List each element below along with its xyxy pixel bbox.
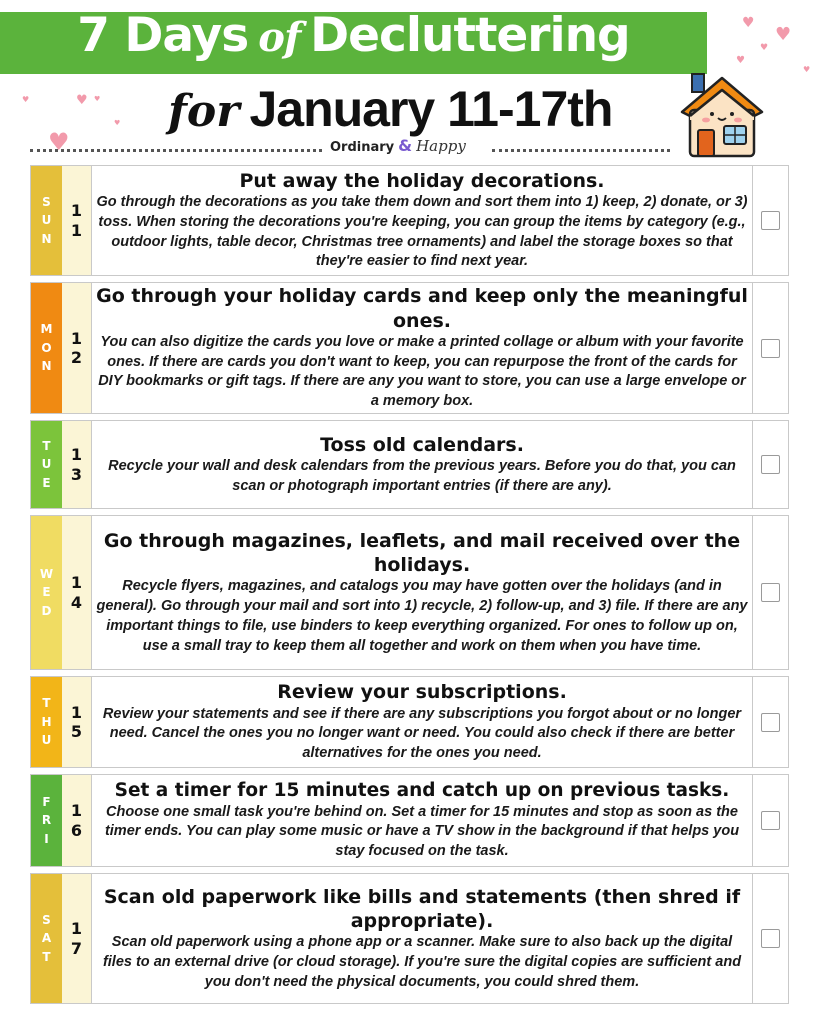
task-content	[92, 421, 752, 508]
heart-icon: ♥	[742, 15, 755, 31]
title-part1: 7 Days	[77, 8, 249, 63]
day-letter: A	[41, 931, 52, 946]
page-title	[0, 8, 707, 80]
day-letter: E	[42, 475, 51, 490]
house-icon	[674, 68, 770, 164]
date-label	[62, 516, 92, 669]
task-description: Scan old paperwork using a phone app or a scanner. Make sure to also back up the digital files to an external drive (or cloud storage). If you're sure the digital copies are sufficient and you don't need the physical documents, you could shred them.	[102, 934, 742, 990]
day-letter: W	[39, 566, 54, 581]
day-letter: T	[42, 949, 51, 964]
date-digit: 1	[70, 801, 83, 821]
task-row-thu	[30, 676, 789, 768]
brand-word-happy: Happy	[416, 137, 466, 155]
task-content	[92, 166, 752, 275]
task-checkbox[interactable]	[761, 929, 780, 948]
checkbox-cell	[752, 874, 788, 1003]
checkbox-cell	[752, 283, 788, 413]
task-title: Go through your holiday cards and keep only the meaningful ones.	[96, 285, 748, 332]
checkbox-cell	[752, 677, 788, 767]
date-digit: 1	[70, 445, 83, 465]
task-title: Toss old calendars.	[320, 433, 524, 456]
checkbox-cell	[752, 166, 788, 275]
day-letter: D	[41, 603, 52, 618]
date-digit: 1	[70, 573, 83, 593]
day-letter: U	[41, 457, 52, 472]
task-row-tue	[30, 420, 789, 509]
date-label	[62, 283, 92, 413]
day-label-tue	[31, 421, 62, 508]
day-letter: R	[41, 813, 52, 828]
task-checkbox[interactable]	[761, 811, 780, 830]
task-content	[92, 874, 752, 1003]
heart-icon: ♥	[48, 128, 70, 156]
heart-icon: ♥	[803, 65, 811, 74]
day-letter: S	[42, 912, 51, 927]
day-letter: N	[41, 231, 52, 246]
checkbox-cell	[752, 775, 788, 866]
heart-icon: ♥	[760, 43, 769, 53]
date-digit: 3	[70, 464, 83, 484]
task-checkbox[interactable]	[761, 211, 780, 230]
day-label-fri	[31, 775, 62, 866]
task-row-wed	[30, 515, 789, 670]
date-label	[62, 775, 92, 866]
heart-icon: ♥	[22, 95, 30, 104]
date-digit: 5	[70, 722, 83, 741]
task-description: Choose one small task you're behind on. Set a timer for 15 minutes and stop as soon as the timer ends. You can play some music or have a TV show in the background if that helps you stay focused on the task.	[104, 803, 740, 860]
task-checkbox[interactable]	[761, 455, 780, 474]
task-row-mon	[30, 282, 789, 414]
checkbox-cell	[752, 516, 788, 669]
date-digit: 4	[70, 592, 83, 612]
checkbox-cell	[752, 421, 788, 508]
heart-icon: ♥	[736, 55, 745, 66]
day-label-sat	[31, 874, 62, 1003]
day-letter: T	[42, 696, 51, 711]
date-digit: 6	[70, 820, 83, 840]
subtitle-dates: January 11-17th	[249, 81, 613, 137]
brand-ampersand: &	[398, 136, 413, 155]
day-letter: N	[41, 359, 52, 374]
day-letter: H	[41, 714, 52, 729]
dotted-divider-right	[492, 149, 670, 152]
task-description: Recycle your wall and desk calendars from the previous years. Before you do that, you can scan or photograph important entries (if there are any).	[108, 457, 736, 494]
heart-icon: ♥	[114, 119, 121, 127]
task-description: Recycle flyers, magazines, and catalogs you may have gotten over the holidays (and in general). Go through your mail and sort into 1) recycle, 2) follow-up, and 3) file. If there are any important things to file, use binders to keep everything organized. For ones to follow up on, use a small tray to keep them all together and work on them when you have time.	[96, 578, 748, 654]
day-label-sun	[31, 166, 62, 275]
task-row-sun	[30, 165, 789, 276]
date-label	[62, 421, 92, 508]
subtitle-for: for	[168, 86, 240, 137]
task-description: Review your statements and see if there are any subscriptions you forgot about or no longer need. Cancel the ones you no longer want or need. You could also check if there are better alternatives for the ones you need.	[102, 705, 742, 762]
task-title: Set a timer for 15 minutes and catch up on previous tasks.	[114, 780, 730, 802]
date-digit: 1	[70, 328, 83, 348]
heart-icon: ♥	[775, 24, 792, 45]
date-label	[62, 677, 92, 767]
day-letter: F	[42, 794, 51, 809]
task-title: Review your subscriptions.	[277, 681, 567, 704]
date-digit: 1	[70, 201, 83, 221]
task-content	[92, 677, 752, 767]
task-checkbox[interactable]	[761, 713, 780, 732]
task-description: You can also digitize the cards you love or make a printed collage or album with your favorite ones. If there are cards you don't want to keep, you can repurpose the front of the cards for DIY bookmarks or gift tags. If there are any you want to store, you can use a large envelope or a memory box.	[98, 333, 746, 410]
date-digit: 7	[70, 938, 83, 958]
day-letter: T	[42, 438, 51, 453]
title-of: of	[258, 14, 301, 61]
heart-icon: ♥	[76, 93, 88, 108]
date-digit: 1	[70, 702, 83, 722]
task-content	[92, 283, 752, 413]
title-part2: Decluttering	[310, 8, 630, 63]
dotted-divider-left	[30, 149, 322, 152]
brand-word-ordinary: Ordinary	[330, 140, 395, 155]
date-digit: 1	[70, 919, 83, 939]
task-row-sat	[30, 873, 789, 1004]
date-label	[62, 166, 92, 275]
day-label-wed	[31, 516, 62, 669]
brand-logo	[330, 136, 466, 158]
date-label	[62, 874, 92, 1003]
task-content	[92, 516, 752, 669]
task-description: Go through the decorations as you take them down and sort them into 1) keep, 2) donate, or 3) toss. When storing the decorations you're keeping, you can group the items by category (e.g., outdoor lights, table decor, Christmas tree ornaments) and label the storage boxes so that they're easier to find next year.	[96, 194, 748, 270]
day-letter: O	[41, 340, 52, 355]
task-content	[92, 775, 752, 866]
date-subtitle	[168, 80, 612, 140]
date-digit: 2	[70, 348, 83, 367]
task-title: Put away the holiday decorations.	[239, 169, 605, 192]
task-title: Scan old paperwork like bills and statements (then shred if appropriate).	[103, 885, 741, 932]
day-letter: S	[42, 194, 51, 209]
day-letter: I	[44, 831, 49, 846]
day-label-mon	[31, 283, 62, 413]
task-checkbox[interactable]	[761, 583, 780, 602]
task-checkbox[interactable]	[761, 339, 780, 358]
task-title: Go through magazines, leaflets, and mail received over the holidays.	[103, 529, 741, 577]
date-digit: 1	[70, 220, 83, 240]
heart-icon: ♥	[94, 95, 101, 103]
day-label-thu	[31, 677, 62, 767]
day-letter: M	[40, 322, 53, 337]
task-row-fri	[30, 774, 789, 867]
day-letter: U	[41, 213, 52, 228]
day-letter: E	[42, 585, 51, 600]
day-letter: U	[41, 733, 52, 748]
